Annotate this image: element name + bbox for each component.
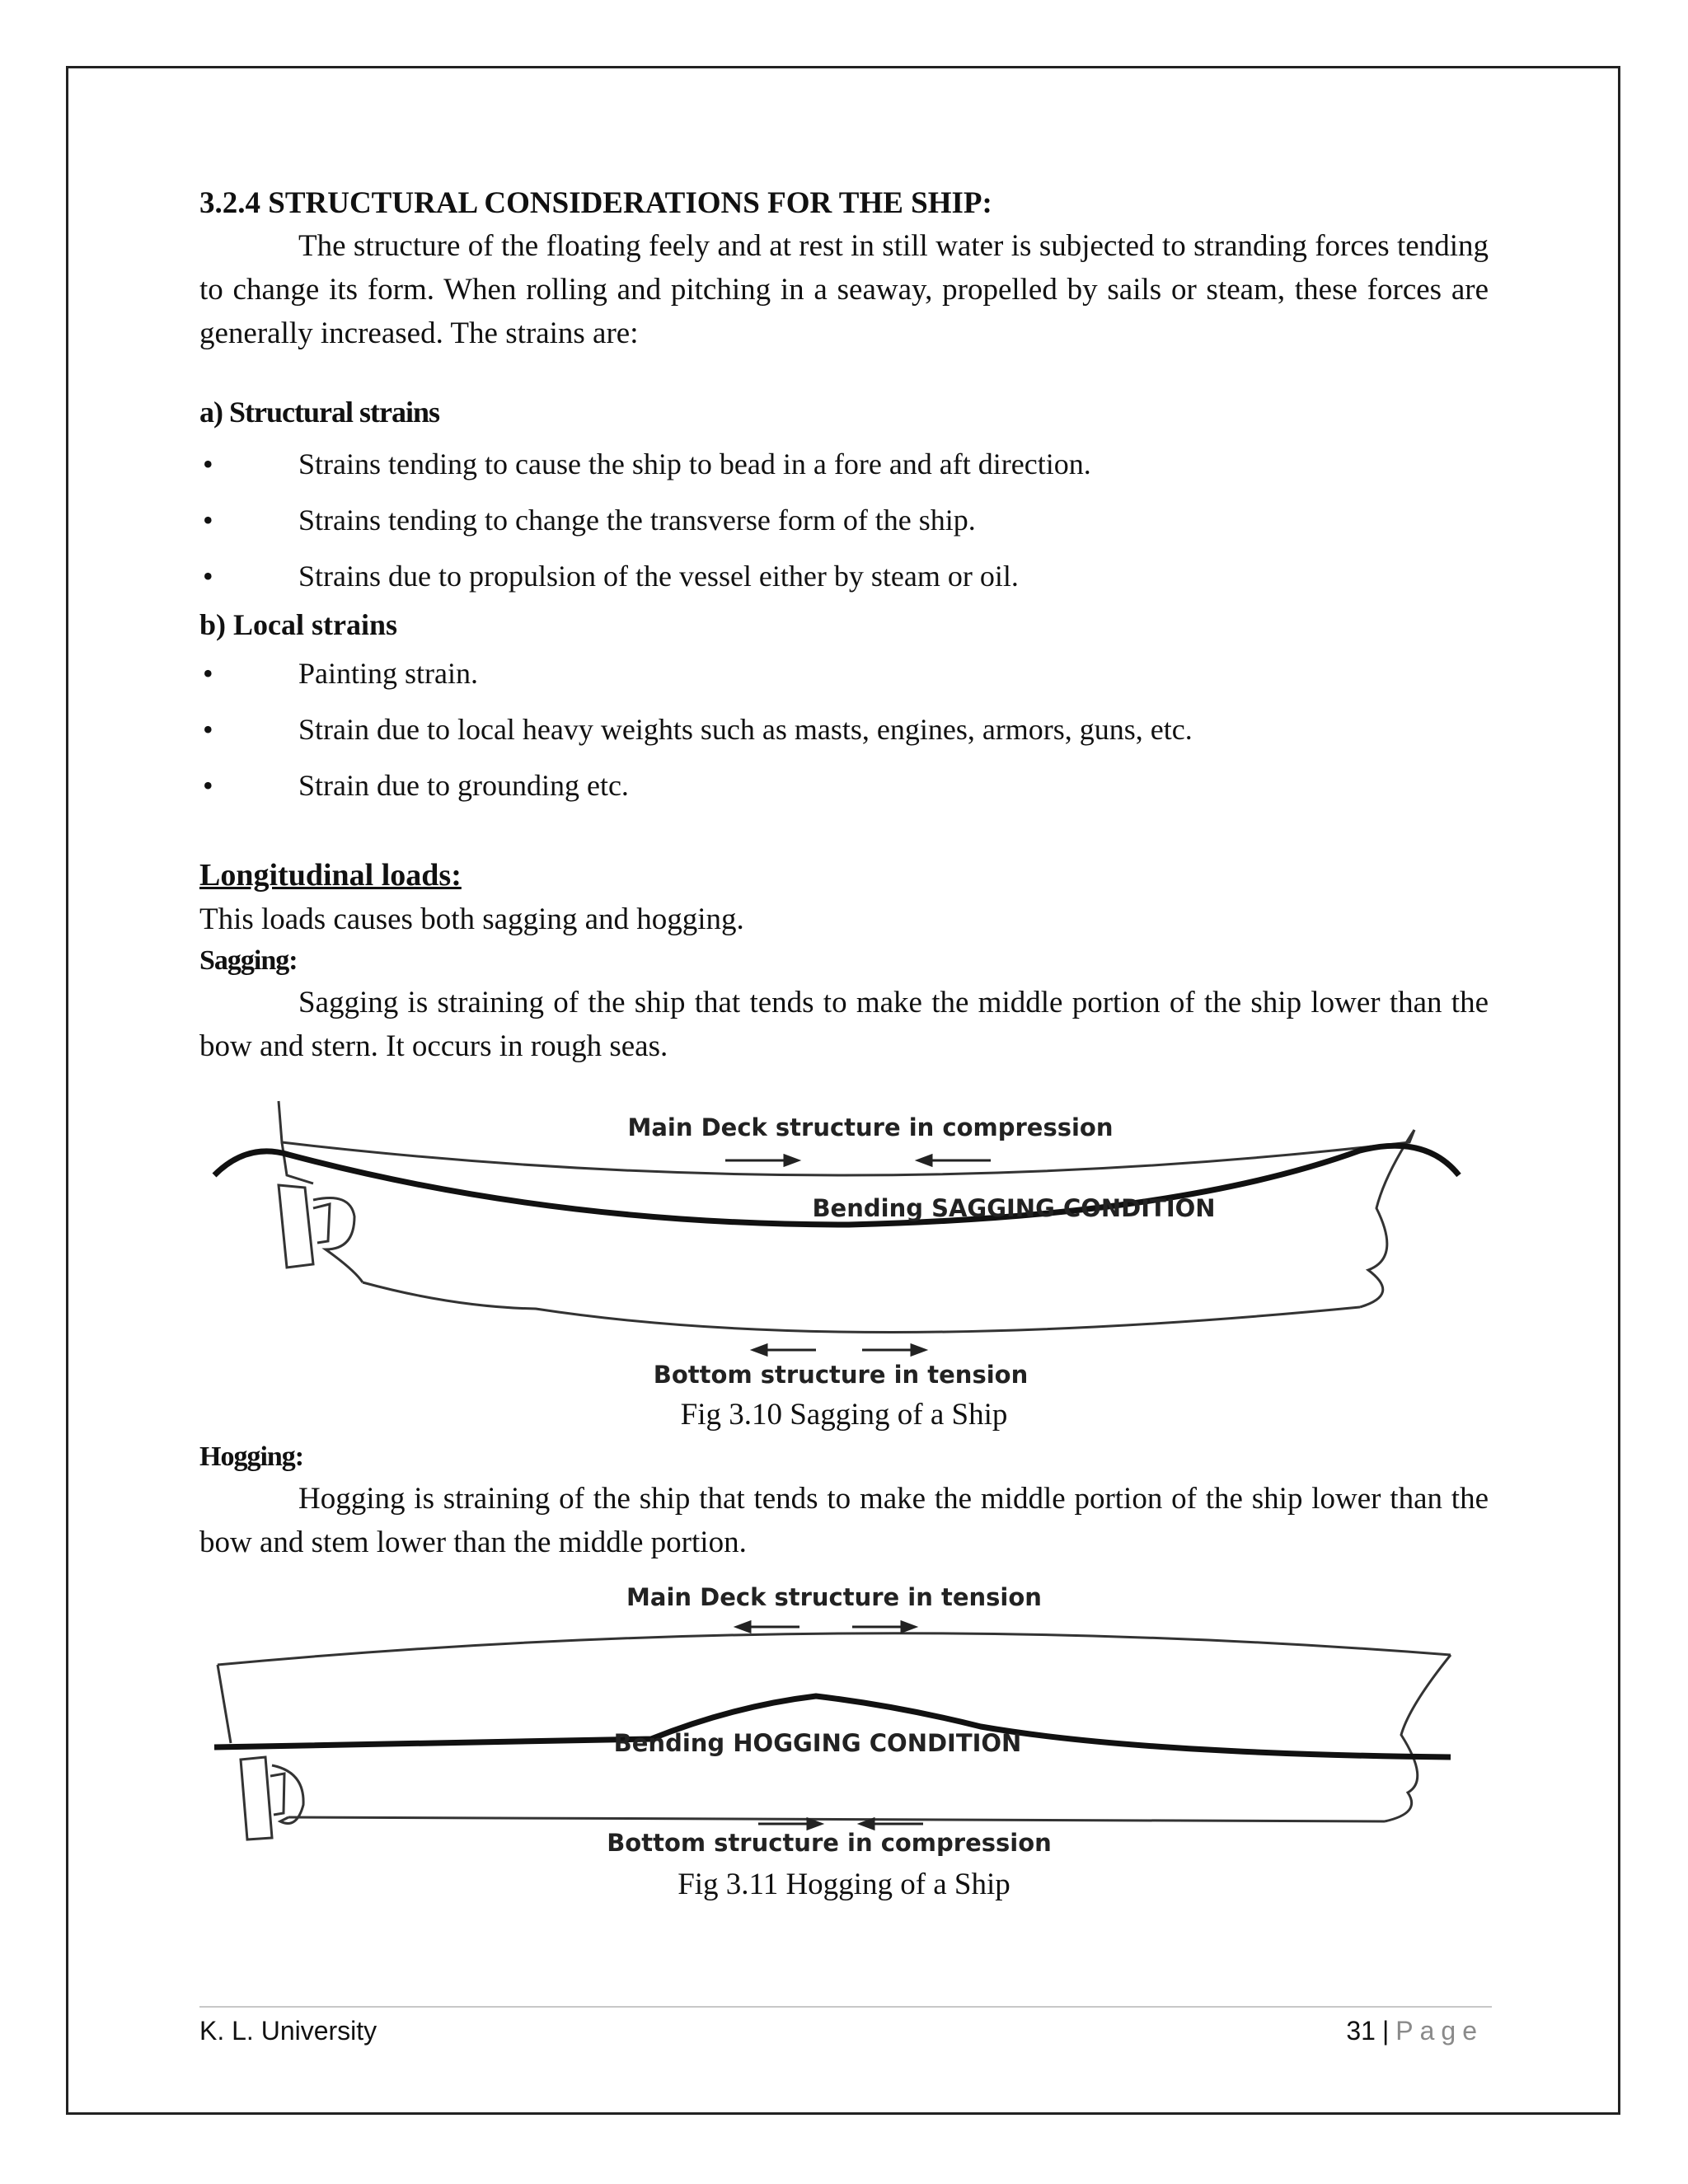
section-heading: 3.2.4 STRUCTURAL CONSIDERATIONS FOR THE SHIP: bbox=[199, 186, 992, 220]
section-intro: The structure of the floating feely and at rest in still water is subjected to stranding forces tending to change its form. When rolling and pitching in a seaway, propelled by sails or steam, these forces are generally increased. The strains are: bbox=[199, 229, 1489, 350]
list-item: • Strain due to grounding etc. bbox=[199, 757, 1489, 813]
longitudinal-loads-heading: Longitudinal loads: bbox=[199, 858, 462, 893]
list-item: • Painting strain. bbox=[199, 645, 1489, 701]
list-item: • Strains tending to cause the ship to bead in a fore and aft direction. bbox=[199, 436, 1489, 492]
structural-strains-heading: a) Structural strains bbox=[199, 396, 439, 429]
sagging-text: Sagging is straining of the ship that tends to make the middle portion of the ship lower than the bow and stern. It occurs in rough seas. bbox=[199, 986, 1489, 1063]
page-content bbox=[199, 185, 1489, 1907]
local-strains-list bbox=[199, 645, 1489, 813]
list-item: • Strains tending to change the transverse form of the ship. bbox=[199, 492, 1489, 548]
hogging-keel-line bbox=[288, 1817, 1385, 1821]
longitudinal-loads-text: This loads causes both sagging and hogging. bbox=[199, 902, 744, 936]
local-strains-heading: b) Local strains bbox=[199, 608, 398, 641]
sagging-diagram-svg bbox=[190, 1093, 1500, 1393]
sagging-bow-outline bbox=[1360, 1130, 1414, 1307]
sagging-mid-label: Bending SAGGING CONDITION bbox=[812, 1194, 1216, 1222]
hogging-caption: Fig 3.11 Hogging of a Ship bbox=[678, 1868, 1010, 1901]
sagging-rudder bbox=[279, 1185, 313, 1268]
sagging-caption: Fig 3.10 Sagging of a Ship bbox=[680, 1398, 1008, 1432]
hogging-rudder bbox=[241, 1757, 272, 1840]
hogging-stern-outline bbox=[218, 1665, 231, 1743]
bullet-icon: • bbox=[203, 504, 213, 537]
bullet-icon: • bbox=[203, 713, 213, 746]
hogging-mid-label: Bending HOGGING CONDITION bbox=[613, 1729, 1022, 1757]
hogging-diagram bbox=[199, 1582, 1489, 1863]
page-footer bbox=[199, 2006, 1492, 2046]
sagging-keel-line bbox=[363, 1282, 1360, 1333]
page-label: Page bbox=[1395, 2016, 1484, 2046]
hogging-deck-line bbox=[218, 1633, 1451, 1665]
bullet-icon: • bbox=[203, 560, 213, 593]
hogging-top-label: Main Deck structure in tension bbox=[626, 1583, 1042, 1611]
bullet-icon: • bbox=[203, 657, 213, 690]
hogging-bow-outline bbox=[1385, 1655, 1451, 1821]
sagging-heading: Sagging: bbox=[199, 945, 298, 976]
bullet-icon: • bbox=[203, 769, 213, 802]
sagging-bottom-label: Bottom structure in tension bbox=[653, 1361, 1029, 1389]
hogging-heading: Hogging: bbox=[199, 1441, 304, 1472]
hogging-diagram-svg bbox=[190, 1582, 1500, 1863]
footer-institution: K. L. University bbox=[199, 2016, 377, 2046]
sagging-propeller bbox=[313, 1198, 363, 1283]
hogging-bottom-label: Bottom structure in compression bbox=[607, 1829, 1052, 1857]
bullet-icon: • bbox=[203, 448, 213, 480]
structural-strains-list bbox=[199, 436, 1489, 604]
footer-separator: | bbox=[1381, 2016, 1390, 2046]
footer-page-number bbox=[1346, 2016, 1484, 2046]
page-number: 31 bbox=[1346, 2016, 1376, 2046]
hogging-text: Hogging is straining of the ship that tends to make the middle portion of the ship lower than the bow and stem lower than the middle portion. bbox=[199, 1482, 1489, 1559]
sagging-stern-outline bbox=[282, 1142, 313, 1183]
list-item: • Strain due to local heavy weights such as masts, engines, armors, guns, etc. bbox=[199, 701, 1489, 757]
sagging-top-label: Main Deck structure in compression bbox=[627, 1113, 1114, 1141]
list-item: • Strains due to propulsion of the vessel either by steam or oil. bbox=[199, 548, 1489, 604]
sagging-diagram bbox=[199, 1093, 1489, 1393]
